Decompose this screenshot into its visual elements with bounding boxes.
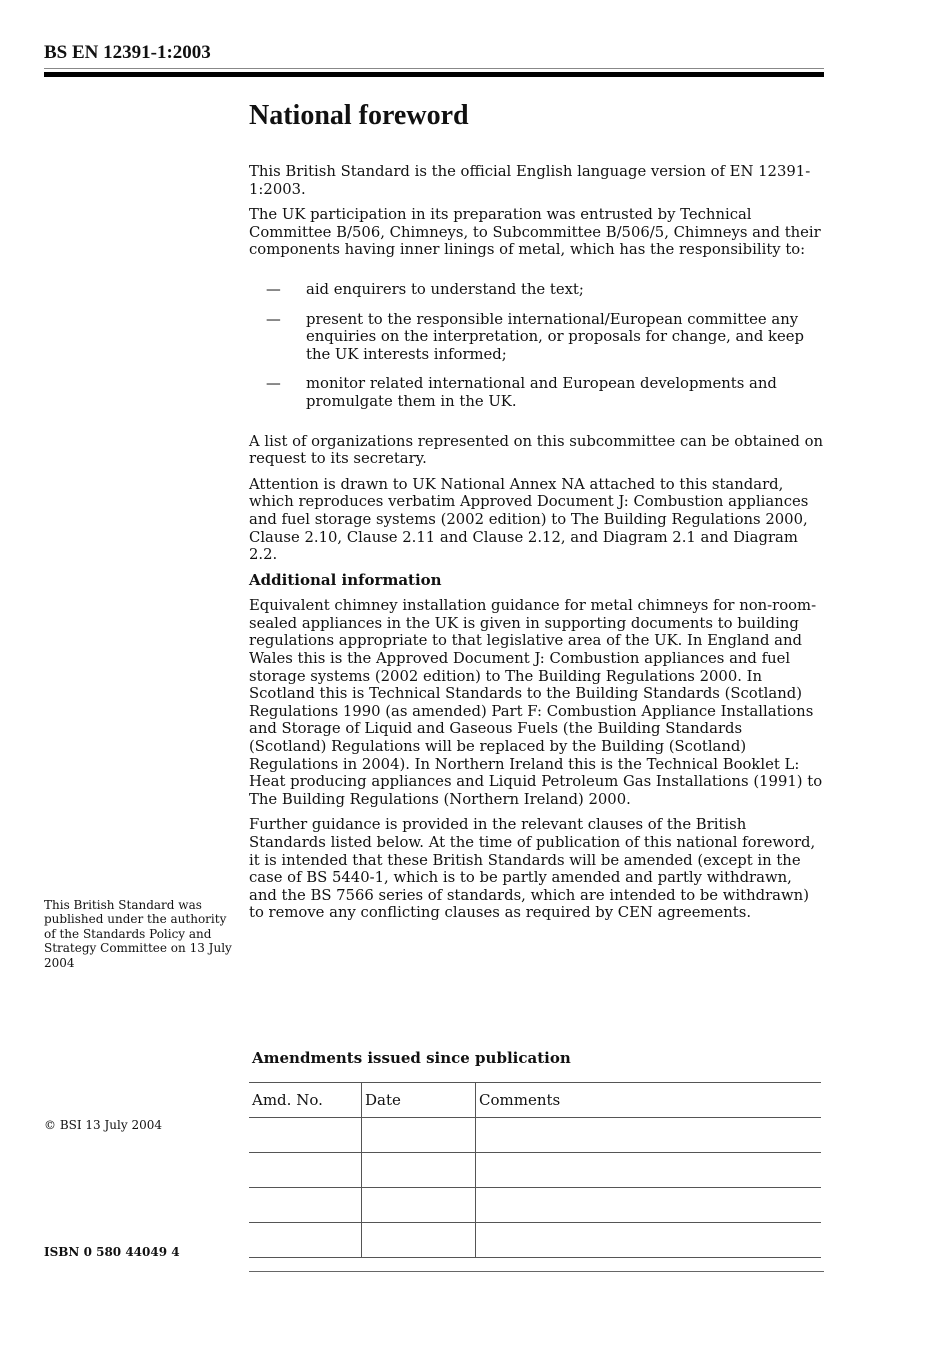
table-cell [362, 1223, 476, 1258]
paragraph: A list of organizations represented on this subcommittee can be obtained on request to its secretary. [249, 432, 824, 468]
table-cell [249, 1118, 362, 1153]
table-cell [476, 1153, 822, 1188]
page-title: National foreword [249, 100, 469, 131]
header-rule-thick [44, 72, 824, 77]
paragraph: Attention is drawn to UK National Annex NA attached to this standard, which reproduces verbatim Approved Document J: Combustion appliances and fuel storage systems (2002 edition) to The Building Regulations 2000, Clause 2.10, Clause 2.11 and Clause 2.12, and Diagram 2.1 and Diagram 2.2. [249, 475, 809, 564]
foreword-body [249, 163, 824, 930]
dash-bullet: — [266, 280, 281, 298]
table-cell [476, 1223, 822, 1258]
table-cell [362, 1153, 476, 1188]
intro-paragraph: This British Standard is the official English language version of EN 12391-1:2003. [249, 163, 811, 198]
table-cell [249, 1223, 362, 1258]
publication-note: This British Standard was published under the authority of the Standards Policy and Strategy Committee on 13 July 2004 [44, 898, 232, 970]
table-row [249, 1118, 821, 1153]
footer-rule [249, 1271, 824, 1272]
document-id: BS EN 12391-1:2003 [44, 42, 211, 63]
table-row [249, 1153, 821, 1188]
column-header: Amd. No. [249, 1083, 362, 1118]
dash-bullet: — [266, 375, 281, 393]
dash-bullet: — [266, 310, 281, 328]
table-cell [476, 1188, 822, 1223]
additional-info-heading: Additional information [249, 570, 442, 589]
table-header-row [249, 1083, 821, 1118]
responsibility-list [249, 281, 824, 411]
table-cell [249, 1153, 362, 1188]
list-item [249, 281, 824, 299]
table-row [249, 1188, 821, 1223]
list-item [249, 311, 824, 364]
intro-paragraph: The UK participation in its preparation was entrusted by Technical Committee B/506, Chimneys, to Subcommittee B/506/5, Chimneys and their components having inner linings of metal, which has the responsibility to: [249, 206, 821, 259]
table-cell [249, 1188, 362, 1223]
table-cell [476, 1118, 822, 1153]
header-rule-thin [44, 68, 824, 69]
isbn: ISBN 0 580 44049 4 [44, 1245, 180, 1259]
list-item-text: monitor related international and European developments and promulgate them in the UK. [306, 375, 777, 410]
copyright: © BSI 13 July 2004 [44, 1118, 163, 1132]
column-header: Date [362, 1083, 476, 1118]
table-cell [362, 1188, 476, 1223]
paragraph: Equivalent chimney installation guidance for metal chimneys for non-room-sealed appliances in the UK is given in supporting documents to building regulations appropriate to that legislative area of the UK. In England and Wales this is the Approved Document J: Combustion appliances and fuel storage systems (2002 edition) to The Building Regulations 2000. In Scotland this is Technical Standards to the Building Standards (Scotland) Regulations 1990 (as amended) Part F: Combustion Appliance Installations and Storage of Liquid and Gaseous Fuels (the Building Standards (Scotland) Regulations will be replaced by the Building (Scotland) Regulations in 2004). In Northern Ireland this is the Technical Booklet L: Heat producing appliances and Liquid Petroleum Gas Installations (1991) to The Building Regulations (Northern Ireland) 2000. [249, 597, 823, 808]
list-item [249, 375, 824, 410]
paragraph: Further guidance is provided in the relevant clauses of the British Standards listed below. At the time of publication of this national foreword, it is intended that these British Standards will be amended (except in the case of BS 5440-1, which is to be partly amended and partly withdrawn, and the BS 7566 series of standards, which are intended to be withdrawn) to remove any conflicting clauses as required by CEN agreements. [249, 816, 816, 922]
table-row [249, 1223, 821, 1258]
list-item-text: present to the responsible international/European committee any enquiries on the interpretation, or proposals for change, and keep the UK interests informed; [306, 310, 805, 363]
amendments-table [249, 1082, 821, 1258]
amendments-title: Amendments issued since publication [252, 1049, 571, 1067]
list-item-text: aid enquirers to understand the text; [306, 280, 584, 298]
column-header: Comments [476, 1083, 822, 1118]
table-cell [362, 1118, 476, 1153]
